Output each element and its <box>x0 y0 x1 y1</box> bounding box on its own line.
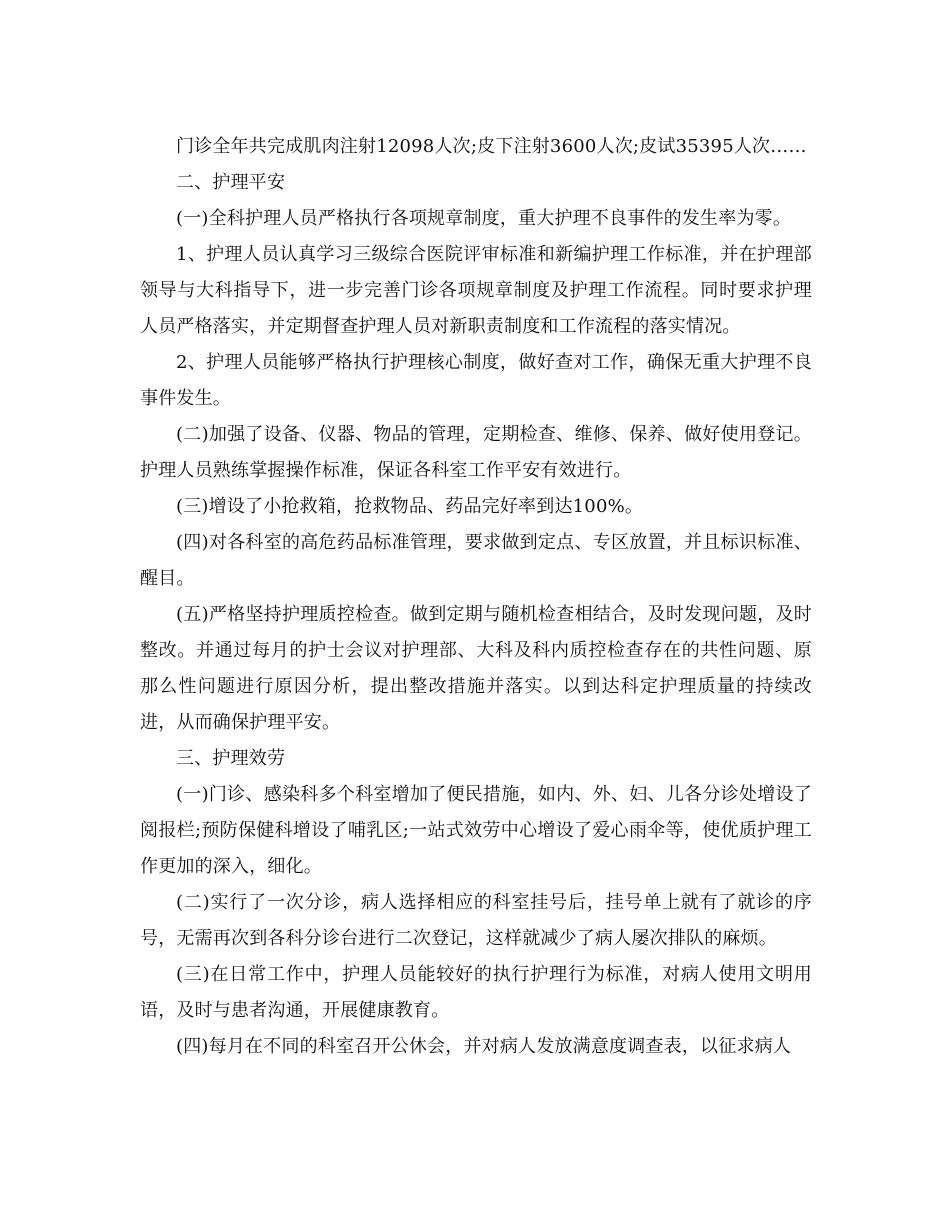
document-body <box>140 129 812 1065</box>
paragraph-service-4: (四)每月在不同的科室召开公休会，并对病人发放满意度调查表，以征求病人 <box>176 1036 792 1057</box>
heading-nursing-service: 三、护理效劳 <box>176 748 286 769</box>
paragraph-safety-1-item-1: 1、护理人员认真学习三级综合医院评审标准和新编护理工作标准，并在护理部领导与大科指导下，进一步完善门诊各项规章制度及护理工作流程。同时要求护理人员严格落实，并定期督查护理人员对新职责制度和工作流程的落实情况。 <box>140 244 812 337</box>
paragraph-service-1: (一)门诊、感染科多个科室增加了便民措施，如内、外、妇、儿各分诊处增设了阅报栏;预防保健科增设了哺乳区;一站式效劳中心增设了爱心雨伞等，使优质护理工作更加的深入，细化。 <box>140 784 812 877</box>
paragraph-safety-1: (一)全科护理人员严格执行各项规章制度，重大护理不良事件的发生率为零。 <box>176 208 792 229</box>
paragraph-service-2: (二)实行了一次分诊，病人选择相应的科室挂号后，挂号单上就有了就诊的序号，无需再次到各科分诊台进行二次登记，这样就减少了病人屡次排队的麻烦。 <box>140 892 812 949</box>
paragraph-safety-5: (五)严格坚持护理质控检查。做到定期与随机检查相结合，及时发现问题，及时整改。并通过每月的护士会议对护理部、大科及科内质控检查存在的共性问题、原那么性问题进行原因分析，提出整改措施并落实。以到达科定护理质量的持续改进，从而确保护理平安。 <box>140 604 812 733</box>
heading-nursing-safety: 二、护理平安 <box>176 172 286 193</box>
paragraph-safety-4: (四)对各科室的高危药品标准管理，要求做到定点、专区放置，并且标识标准、醒目。 <box>140 532 812 589</box>
paragraph-service-3: (三)在日常工作中，护理人员能较好的执行护理行为标准，对病人使用文明用语，及时与患者沟通，开展健康教育。 <box>140 964 812 1021</box>
paragraph-safety-2: (二)加强了设备、仪器、物品的管理，定期检查、维修、保养、做好使用登记。护理人员熟练掌握操作标准，保证各科室工作平安有效进行。 <box>140 424 812 481</box>
paragraph-injection-stats: 门诊全年共完成肌肉注射12098人次;皮下注射3600人次;皮试35395人次…… <box>176 136 807 157</box>
paragraph-safety-1-item-2: 2、护理人员能够严格执行护理核心制度，做好查对工作，确保无重大护理不良事件发生。 <box>140 352 812 409</box>
paragraph-safety-3: (三)增设了小抢救箱，抢救物品、药品完好率到达100%。 <box>176 496 644 517</box>
